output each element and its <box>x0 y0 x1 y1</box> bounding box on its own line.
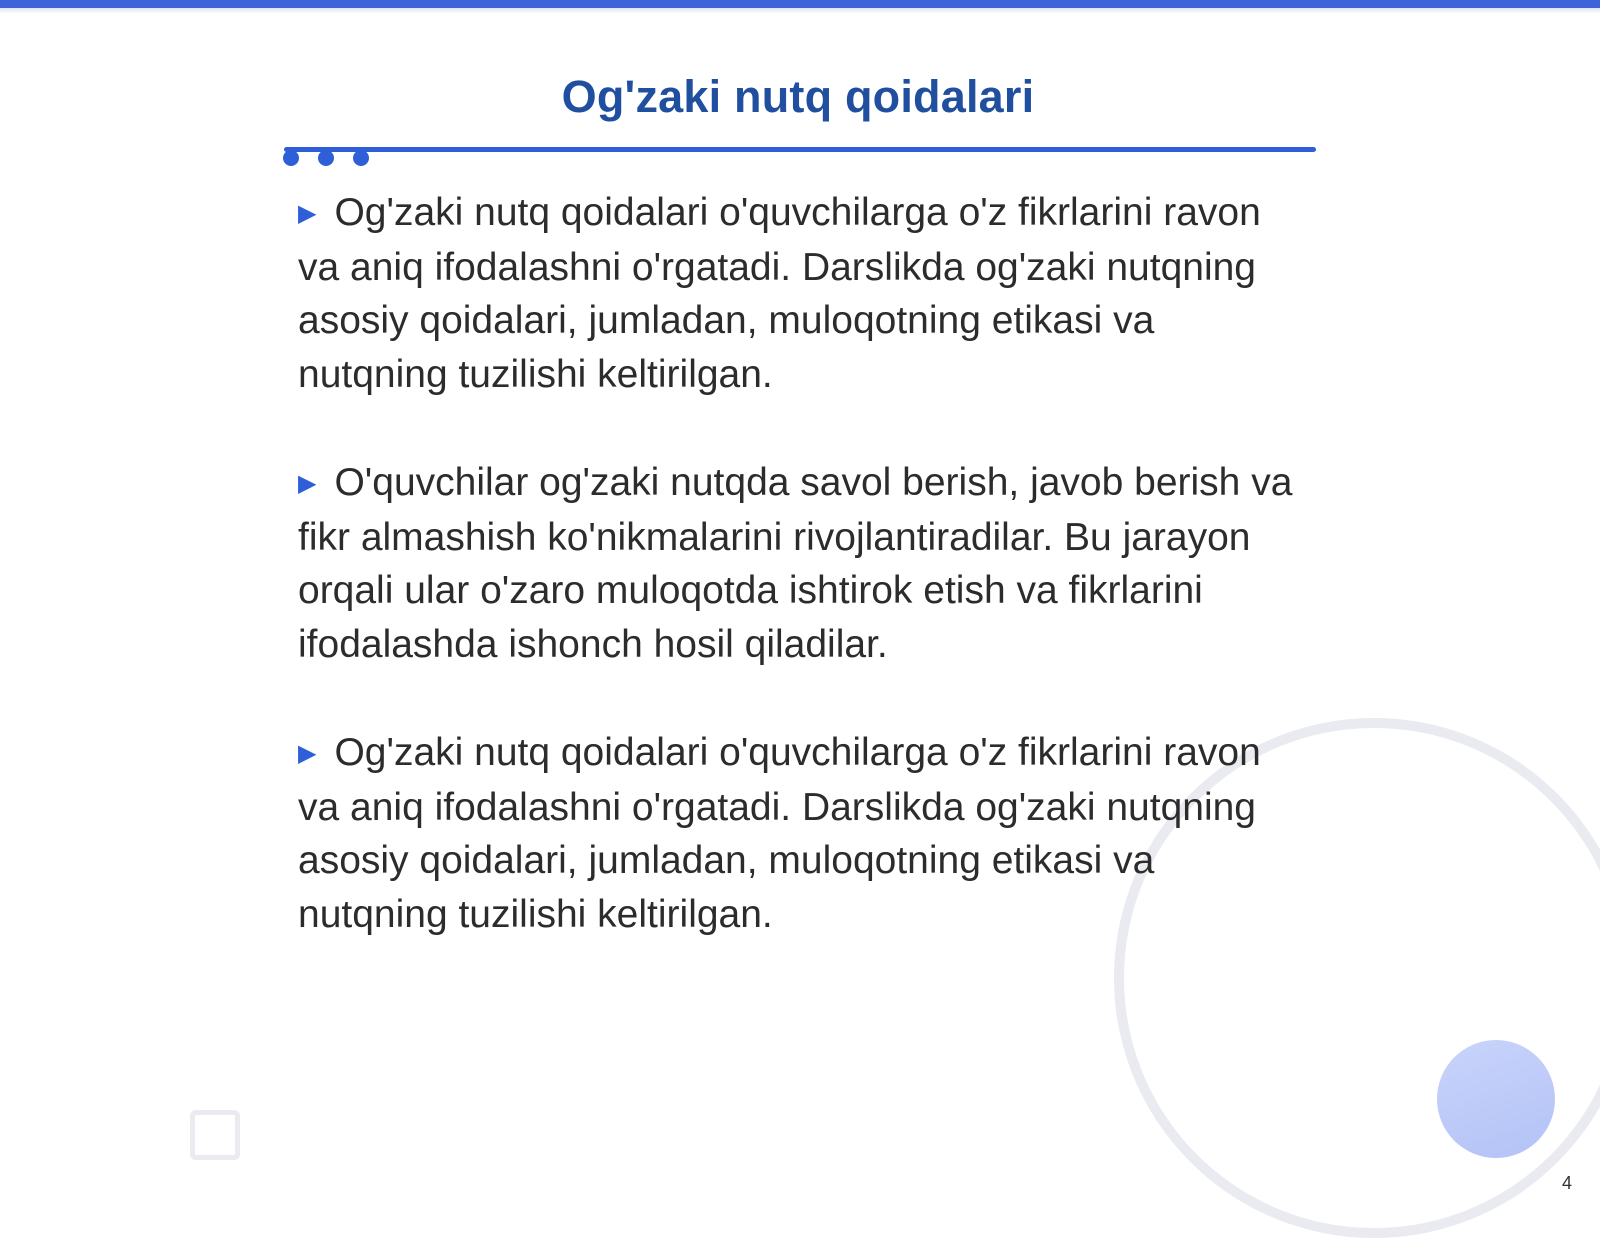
bullet-item <box>298 186 1308 401</box>
decorative-square <box>190 1110 240 1160</box>
bullet-item <box>298 726 1308 941</box>
title-underline-dot <box>283 150 299 166</box>
bullet-text: Og'zaki nutq qoidalari o'quvchilarga o'z fikrlarini ravon va aniq ifodalashni o'rgatadi. Darslikda og'zaki nutqning asosiy qoidalari, jumladan, muloqotning etikasi va nutqning tuzilishi keltirilgan. <box>298 191 1261 396</box>
top-accent-bar <box>0 0 1600 8</box>
bullet-arrow-icon: ▶ <box>298 200 317 227</box>
slide-title: Og'zaki nutq qoidalari <box>561 71 1035 122</box>
bullet-list <box>298 186 1308 996</box>
bullet-arrow-icon: ▶ <box>298 740 317 767</box>
decorative-circle <box>1437 1040 1555 1158</box>
bullet-text: O'quvchilar og'zaki nutqda savol berish, javob berish va fikr almashish ko'nikmalarini rivojlantiradilar. Bu jarayon orqali ular o'zaro muloqotda ishtirok etish va fikrlarini ifodalashda ishonch hosil qiladilar. <box>298 461 1293 666</box>
page-number: 4 <box>1561 1173 1572 1193</box>
bullet-arrow-icon: ▶ <box>298 470 317 497</box>
bullet-item <box>298 456 1308 671</box>
top-bar-shadow <box>0 8 1600 14</box>
title-underline-dot <box>318 150 334 166</box>
title-underline-dot <box>353 150 369 166</box>
bullet-text: Og'zaki nutq qoidalari o'quvchilarga o'z fikrlarini ravon va aniq ifodalashni o'rgatadi. Darslikda og'zaki nutqning asosiy qoidalari, jumladan, muloqotning etikasi va nutqning tuzilishi keltirilgan. <box>298 731 1261 936</box>
title-underline <box>284 147 1316 152</box>
